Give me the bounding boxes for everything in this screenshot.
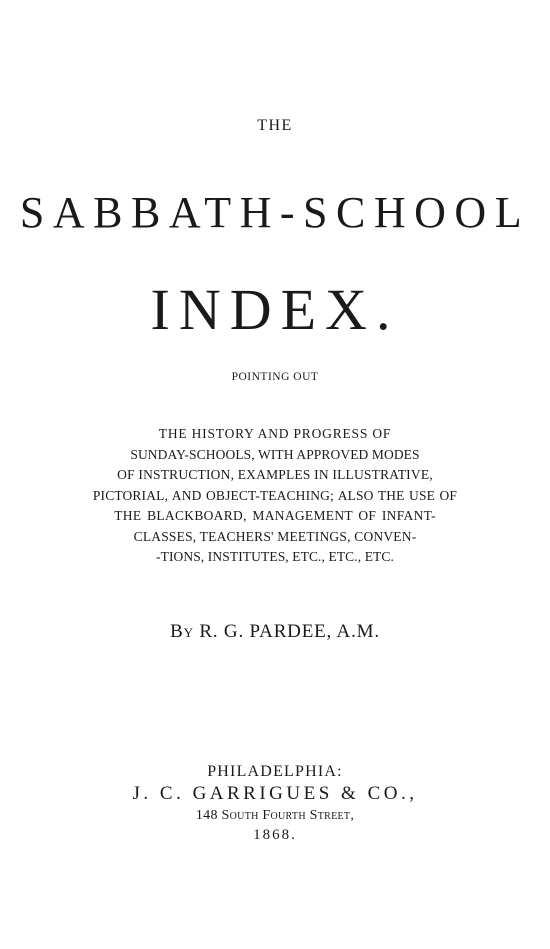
author-name: R. G. PARDEE, A.M. <box>199 621 380 642</box>
description-line: THE BLACKBOARD, MANAGEMENT OF INFANT- <box>114 508 436 523</box>
description-line: OF INSTRUCTION, EXAMPLES IN ILLUSTRATIVE, <box>117 467 433 482</box>
description-block <box>0 424 550 568</box>
description-line: PICTORIAL, AND OBJECT-TEACHING; ALSO THE USE OF <box>92 487 458 503</box>
imprint-publisher: J. C. GARRIGUES & CO., <box>132 783 418 804</box>
author-by: By <box>170 621 194 642</box>
imprint-year: 1868. <box>253 827 297 843</box>
author-line <box>0 621 550 643</box>
imprint-city: PHILADELPHIA: <box>207 763 343 780</box>
main-title-line-2: INDEX. <box>150 277 400 342</box>
main-title-line-1: SABBATH-SCHOOL <box>19 188 531 237</box>
description-line: SUNDAY-SCHOOLS, WITH APPROVED MODES <box>130 446 420 462</box>
description-line: CLASSES, TEACHERS' MEETINGS, CONVEN- <box>133 528 417 544</box>
subtitle-pointing-out: POINTING OUT <box>231 371 319 383</box>
description-line: THE HISTORY AND PROGRESS OF <box>158 426 392 441</box>
title-article: THE <box>257 117 293 134</box>
imprint-address: 148 South Fourth Street, <box>195 808 355 823</box>
description-line: -TIONS, INSTITUTES, ETC., ETC., ETC. <box>156 549 394 564</box>
